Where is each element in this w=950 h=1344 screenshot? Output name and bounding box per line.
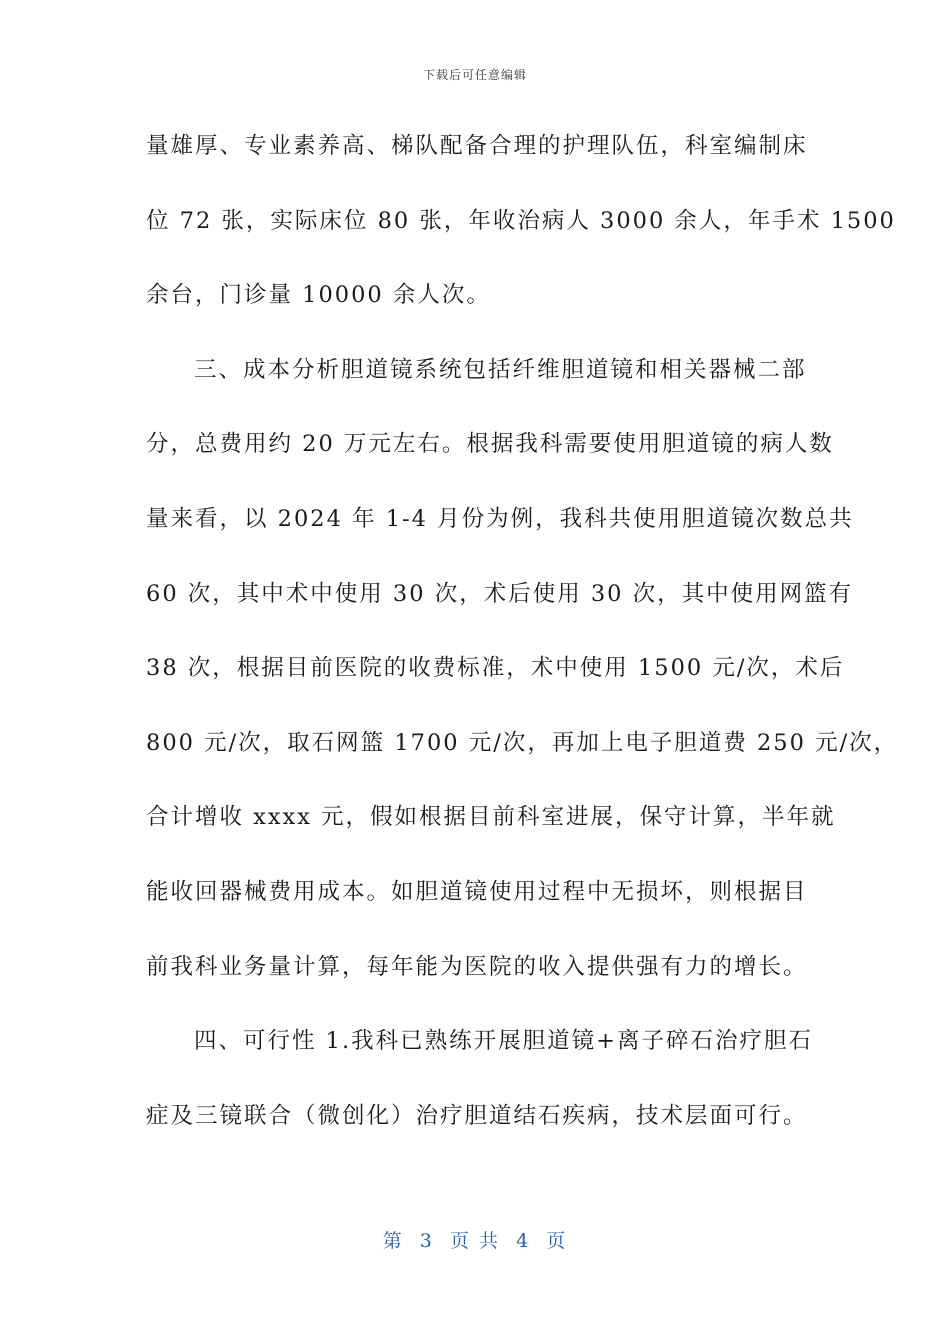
download-editable-note: 下载后可任意编辑 — [422, 68, 527, 82]
text-line: 位 72 张，实际床位 80 张，年收治病人 3000 余人，年手术 1500 — [146, 207, 896, 234]
text-line: 38 次，根据目前医院的收费标准，术中使用 1500 元/次，术后 — [146, 655, 845, 682]
section-3-heading-line: 三、成本分析胆道镜系统包括纤维胆道镜和相关器械二部 — [194, 356, 807, 383]
text-line: 量雄厚、专业素养高、梯队配备合理的护理队伍，科室编制床 — [146, 133, 808, 159]
text-line: 症及三镜联合（微创化）治疗胆道结石疾病，技术层面可行。 — [146, 1102, 808, 1129]
text-line: 800 元/次，取石网篮 1700 元/次，再加上电子胆道费 250 元/次， — [146, 729, 899, 756]
text-line: 合计增收 xxxx 元，假如根据目前科室进展，保守计算，半年就 — [146, 804, 836, 831]
text-line: 前我科业务量计算，每年能为医院的收入提供强有力的增长。 — [146, 953, 808, 980]
section-4-heading-line: 四、可行性 1.我科已熟练开展胆道镜+离子碎石治疗胆石 — [194, 1028, 813, 1055]
page-number-footer: 第 3 页 共 4 页 — [382, 1230, 568, 1252]
text-line: 60 次，其中术中使用 30 次，术后使用 30 次，其中使用网篮有 — [146, 580, 854, 607]
text-line: 能收回器械费用成本。如胆道镜使用过程中无损坏，则根据目 — [146, 878, 808, 905]
text-line: 分，总费用约 20 万元左右。根据我科需要使用胆道镜的病人数 — [146, 431, 834, 458]
text-line: 余台，门诊量 10000 余人次。 — [146, 282, 491, 309]
document-body — [146, 124, 899, 1168]
text-line: 量来看，以 2024 年 1-4 月份为例，我科共使用胆道镜次数总共 — [146, 505, 854, 532]
